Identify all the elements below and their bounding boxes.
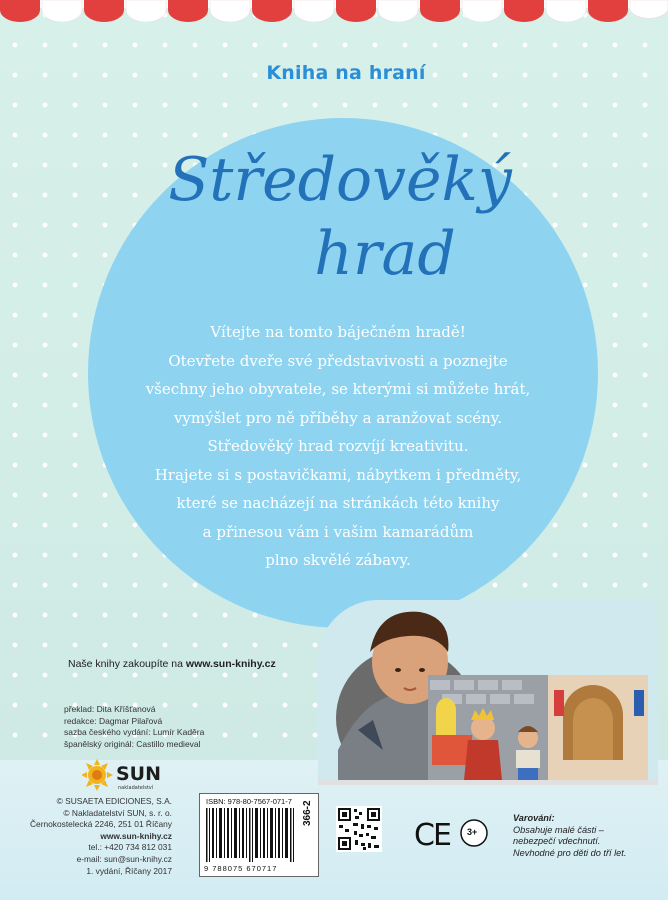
credit-line: redakce: Dagmar Pilařová: [64, 715, 163, 726]
isbn-number: ISBN: 978-80-7567-071-7: [206, 797, 292, 806]
warning-line: Nevhodné pro děti do tří let.: [513, 847, 627, 858]
publisher-line: © SUSAETA EDICIONES, S.A.: [56, 796, 172, 806]
age-label: 3+: [467, 827, 478, 837]
credit-line: překlad: Dita Kříšťanová: [64, 704, 156, 714]
product-code: 366-2: [302, 800, 313, 826]
series-label: Kniha na hraní: [266, 62, 426, 84]
blurb-line: všechny jeho obyvatele, se kterými si můžete hrát,: [145, 380, 531, 398]
logo-subtext: nakladatelství: [118, 785, 154, 791]
warning-title: Varování:: [513, 813, 555, 823]
credit-line: španělský originál: Castillo medieval: [64, 738, 201, 749]
credits-block: [64, 704, 204, 750]
publisher-info: [0, 796, 172, 877]
blurb-line: které se nacházejí na stránkách této knihy: [176, 494, 500, 512]
blurb-line: a přinesou vám i vašim kamarádům: [202, 522, 474, 541]
child-with-castle-photo: [318, 600, 658, 785]
blurb-line: Hrajete si s postavičkami, nábytkem i předměty,: [154, 465, 522, 484]
isbn-barcode: [199, 793, 319, 877]
book-title: [100, 140, 580, 289]
blurb-text: [110, 318, 566, 575]
publisher-email: e-mail: sun@sun-knihy.cz: [76, 853, 172, 864]
publisher-edition: 1. vydání, Říčany 2017: [86, 865, 172, 876]
warning-line: Obsahuje malé části –: [513, 824, 604, 835]
title-line-2: hrad: [314, 219, 456, 289]
title-line-1: Středověký: [168, 145, 512, 215]
warning-block: [513, 813, 653, 859]
credit-line: sazba českého vydání: Lumír Kaděra: [64, 727, 205, 738]
blurb-line: vymýšlet pro ně příběhy a aranžovat scény.: [173, 408, 503, 427]
warning-line: nebezpečí vdechnutí.: [513, 836, 601, 846]
buy-url-link[interactable]: www.sun-knihy.cz: [185, 658, 276, 670]
publisher-web-link[interactable]: www.sun-knihy.cz: [100, 830, 172, 841]
blurb-line: Vítejte na tomto báječném hradě!: [210, 323, 466, 341]
buy-online-line: [68, 658, 276, 670]
buy-text: Naše knihy zakoupíte na: [68, 658, 183, 670]
barcode-digits: 9 788075 670717: [204, 864, 278, 873]
blurb-line: plno skvělé zábavy.: [265, 551, 411, 569]
barcode-bars: [206, 808, 296, 862]
ce-mark-icon: CE: [414, 818, 450, 853]
qr-code: [336, 806, 382, 852]
bunting-decoration: [0, 0, 668, 22]
blurb-line: Otevřete dveře své představivosti a poznejte: [168, 351, 508, 370]
publisher-address: Černokostelecká 2246, 251 01 Říčany: [30, 819, 172, 830]
logo-text: SUN: [116, 763, 162, 785]
publisher-phone: tel.: +420 734 812 031: [88, 842, 172, 853]
publisher-line: © Nakladatelství SUN, s. r. o.: [63, 807, 172, 818]
blurb-line: Středověký hrad rozvíjí kreativitu.: [207, 437, 469, 455]
sun-publisher-logo: [82, 758, 174, 792]
